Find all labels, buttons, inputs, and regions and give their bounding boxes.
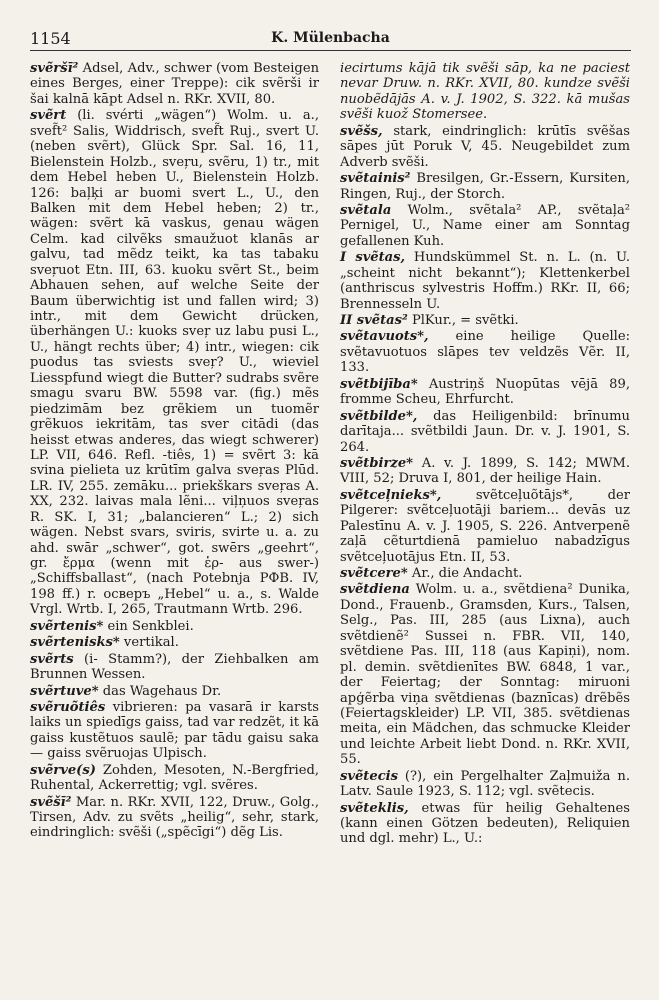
entry-body: Wolm. u. a., svẽtdiena² Dunika, Dond., Frauenb., Gramsden, Kurs., Talsen, Selg., Pas. III, 285 (aus Lixna), auch svẽtdienẽ² Sussei n. FBR. VII, 140, svẽtdiene Pas. III, 118 (aus Kapiņi), nom. pl. demin. svẽtdienītes BW. 6848, 1 var., der Feiertag; der Sonntag: miruoni apģẽrba viņa svẽtdienas (baznīcas) drẽbẽs (Feiertagskleider) LP. VII, 385. svẽtdienas meita, ein Mädchen, das schmucke Kleider und leichte Arbeit liebt Dond. n. RKr. XVII, 55. bbox=[340, 582, 630, 768]
headword: II svẽtas² bbox=[340, 313, 408, 328]
entry-body: das Wagehaus Dr. bbox=[102, 683, 222, 699]
left-column bbox=[30, 61, 319, 842]
dictionary-entry bbox=[30, 652, 319, 683]
dictionary-entry bbox=[340, 801, 630, 847]
entry-body: (i- Stamm?), der Ziehbalken am Brunnen Wessen. bbox=[30, 651, 319, 683]
headword: svẽtceļnieks*, bbox=[340, 487, 442, 503]
entry-body: Adsel, Adv., schwer (vom Besteigen eines Berges, einer Treppe): cik svẽrši ir šai kalnā kāpt Adsel n. RKr. XVII, 80. bbox=[30, 61, 319, 107]
entry-body: etwas für heilig Gehaltenes (kann einen Götzen bedeuten), Reliquien und dgl. mehr) L., U.: bbox=[340, 800, 630, 847]
entry-body: Wolm., svẽtala² AP., svẽtaļa² Pernigel, U., Name einer am Sonntag gefallenen Kuh. bbox=[340, 202, 631, 249]
page-number: 1154 bbox=[30, 29, 71, 48]
entry-body: das Heiligenbild: brīnumu darītaja... svẽtbildi Jaun. Dr. v. J. 1901, S. 264. bbox=[340, 408, 630, 455]
entry-body: Austriņš Nuopūtas vējā 89, fromme Scheu, Ehrfurcht. bbox=[340, 376, 630, 408]
dictionary-entry bbox=[30, 619, 319, 634]
page-header bbox=[30, 28, 631, 51]
dictionary-entry bbox=[340, 566, 630, 581]
headword: svẽrtenis* bbox=[30, 618, 104, 634]
headword: svẽtala bbox=[340, 202, 392, 218]
dictionary-entry bbox=[340, 250, 630, 312]
headword: svẽrts bbox=[30, 651, 74, 667]
entry-body: (li. svérti „wägen“) Wolm. u. a., svef̃t² Salis, Widdrisch, svef̃t Ruj., svert U. (neben svẽrt), Glück Spr. Sal. 16, 11, Bielenstein Holzb., sveŗu, svẽru, 1) tr., mit dem Hebel heben U., Bielenstein Holzb. 126: baļķi ar buomi svert L., U., den Balken mit dem Hebel heben; 2) tr., wägen: svẽrt kā vaskus, genau wägen Celm. kad cilvẽks smaužuot klanās ar galvu, tad mẽdz teikt, ka tas tabaku sveŗuot Etn. III, 63. kuoku svẽrt St., beim Abhauen sehen, auf welche Seite der Baum überwichtig ist und fallen wird; 3) intr., mit dem Gewicht drücken, überhängen U.: kuoks sveŗ uz labu pusi L., U., hängt rechts über; 4) intr., wiegen: cik puodus tas sviests sveŗ? U., wieviel Liesspfund wiegt die Butter? sudrabs svẽre smagu svaru BW. 5598 var. (fig.) mẽs piedzimām bez grẽkiem un tuomẽr grẽkuos iekritām, tas sver citādi (das heisst etwas anderes, das wiegt schwerer) LP. VII, 646. Refl. -tiês, 1) = svẽrt 3: kā svina pielieta uz krūtīm galva sveŗas Plūd. LR. IV, 255. zemāku... priekškars sveŗas A. XX, 232. laivas mala lẽni... viļņuos sveŗas R. SK. I, 31; „balancieren“ L.; 2) sich wägen. Nebst svars, sviris, svirte u. a. zu ahd. swār „schwer“, got. swērs „geehrt“, gr. ἔρμα (wenn mit ἑρ- aus swer-) „Schiffsballast“, (nach Potebnja PФВ. IV, 198 ff.) r. осверъ „Hebel“ u. a., s. Walde Vrgl. Wrtb. I, 265, Trautmann Wrtb. 296. bbox=[30, 108, 319, 618]
headword: svẽtbirze* bbox=[340, 455, 414, 471]
headword: svẽtainis² bbox=[340, 171, 411, 187]
dictionary-entry bbox=[30, 795, 319, 841]
dictionary-entry bbox=[30, 61, 319, 107]
dictionary-entry bbox=[340, 313, 630, 328]
headword: svẽteklis, bbox=[340, 800, 409, 816]
headword: I svẽtas, bbox=[340, 250, 406, 266]
headword: svẽrve(s) bbox=[30, 762, 96, 778]
entry-body: (?), ein Pergelhalter Zaļmuiža n. Latv. Saule 1923, S. 112; vgl. svẽtecis. bbox=[340, 768, 630, 800]
headword: svẽtbijība* bbox=[340, 376, 418, 392]
headword: svẽršī² bbox=[30, 61, 79, 76]
entry-body: ein Senkblei. bbox=[107, 618, 194, 634]
entry-body: Mar. n. RKr. XVII, 122, Druw., Golg., Tirsen, Adv. zu svẽts „heilig“, sehr, stark, eindringlich: svẽši („spẽcīgi“) dẽg Lis. bbox=[30, 794, 319, 841]
dictionary-entry bbox=[340, 769, 630, 800]
dictionary-entry bbox=[340, 124, 630, 170]
entry-body: svẽtceļuõtājs*, der Pilgerer: svẽtceļuotāji bariem... devās uz Palestīnu A. v. J. 1905, S. 226. Antverpenẽ zaļā cẽturtdienā pamieluo nabadzīgus svẽtceļuotājus Etn. II, 53. bbox=[340, 487, 630, 565]
headword: svẽtbilde*, bbox=[340, 408, 418, 424]
headword: svẽrtuve* bbox=[30, 683, 99, 699]
dictionary-entry bbox=[30, 700, 319, 762]
entry-body: eine heilige Quelle: svẽtavuotuos slāpes tev veldzẽs Vẽr. II, 133. bbox=[340, 329, 630, 376]
running-title: K. Mülenbacha bbox=[271, 30, 390, 46]
dictionary-entry bbox=[340, 488, 630, 565]
entry-body: A. v. J. 1899, S. 142; MWM. VIII, 52; Druva I, 801, der heilige Hain. bbox=[340, 455, 630, 487]
entry-body: Zohden, Mesoten, N.-Bergfried, Ruhental, Ackerrettig; vgl. svẽres. bbox=[30, 762, 319, 794]
entry-body: iecirtums kājā tik svẽši sāp, ka ne paciest nevar Druw. n. RKr. XVII, 80. kundze svẽši nuobẽdājās A. v. J. 1902, S. 322. kā mušas svẽši kuož Stomersee. bbox=[340, 61, 630, 123]
entry-body: Bresilgen, Gr.-Essern, Kursiten, Ringen, Ruj., der Storch. bbox=[340, 171, 630, 202]
headword: svẽtcere* bbox=[340, 566, 408, 581]
dictionary-entry bbox=[30, 684, 319, 699]
entry-body: vibrieren: pa vasarā ir karsts laiks un spiedīgs gaiss, tad var redzẽt, it kā gaiss kustẽtuos saulẽ; par tādu gaisu saka — gaiss svẽruojas Ulpisch. bbox=[30, 699, 319, 762]
headword: svẽtavuots*, bbox=[340, 329, 429, 345]
entry-body: stark, eindringlich: krūtīs svẽšas sāpes jūt Poruk V, 45. Neugebildet zum Adverb svẽši. bbox=[340, 123, 630, 170]
headword: svẽruõtiês bbox=[30, 699, 106, 715]
dictionary-entry bbox=[30, 763, 319, 794]
headword: svẽšs, bbox=[340, 123, 383, 139]
dictionary-entry bbox=[30, 635, 319, 650]
headword: svẽtecis bbox=[340, 768, 399, 784]
headword: svẽrt bbox=[30, 108, 67, 124]
dictionary-entry bbox=[30, 108, 319, 617]
dictionary-entry bbox=[340, 203, 630, 249]
dictionary-entry bbox=[340, 377, 630, 408]
entry-body: PlKur., = svẽtki. bbox=[411, 313, 519, 328]
entry-body: Hundskümmel St. n. L. (n. U. „scheint nicht bekannt“); Klettenkerbel (anthriscus sylvestris Hoffm.) RKr. II, 66; Brennesseln U. bbox=[340, 250, 630, 312]
headword: svẽtdiena bbox=[340, 582, 410, 598]
dictionary-entry bbox=[340, 582, 630, 767]
dictionary-entry bbox=[340, 409, 630, 455]
dictionary-entry bbox=[340, 171, 630, 202]
dictionary-entry bbox=[340, 329, 630, 375]
headword: svẽšī² bbox=[30, 794, 72, 810]
dictionary-entry-continuation bbox=[340, 61, 630, 123]
dictionary-entry bbox=[340, 456, 630, 487]
headword: svẽrtenisks* bbox=[30, 635, 120, 651]
entry-body: Ar., die Andacht. bbox=[411, 566, 523, 581]
right-column bbox=[340, 61, 630, 848]
entry-body: vertikal. bbox=[123, 635, 179, 651]
